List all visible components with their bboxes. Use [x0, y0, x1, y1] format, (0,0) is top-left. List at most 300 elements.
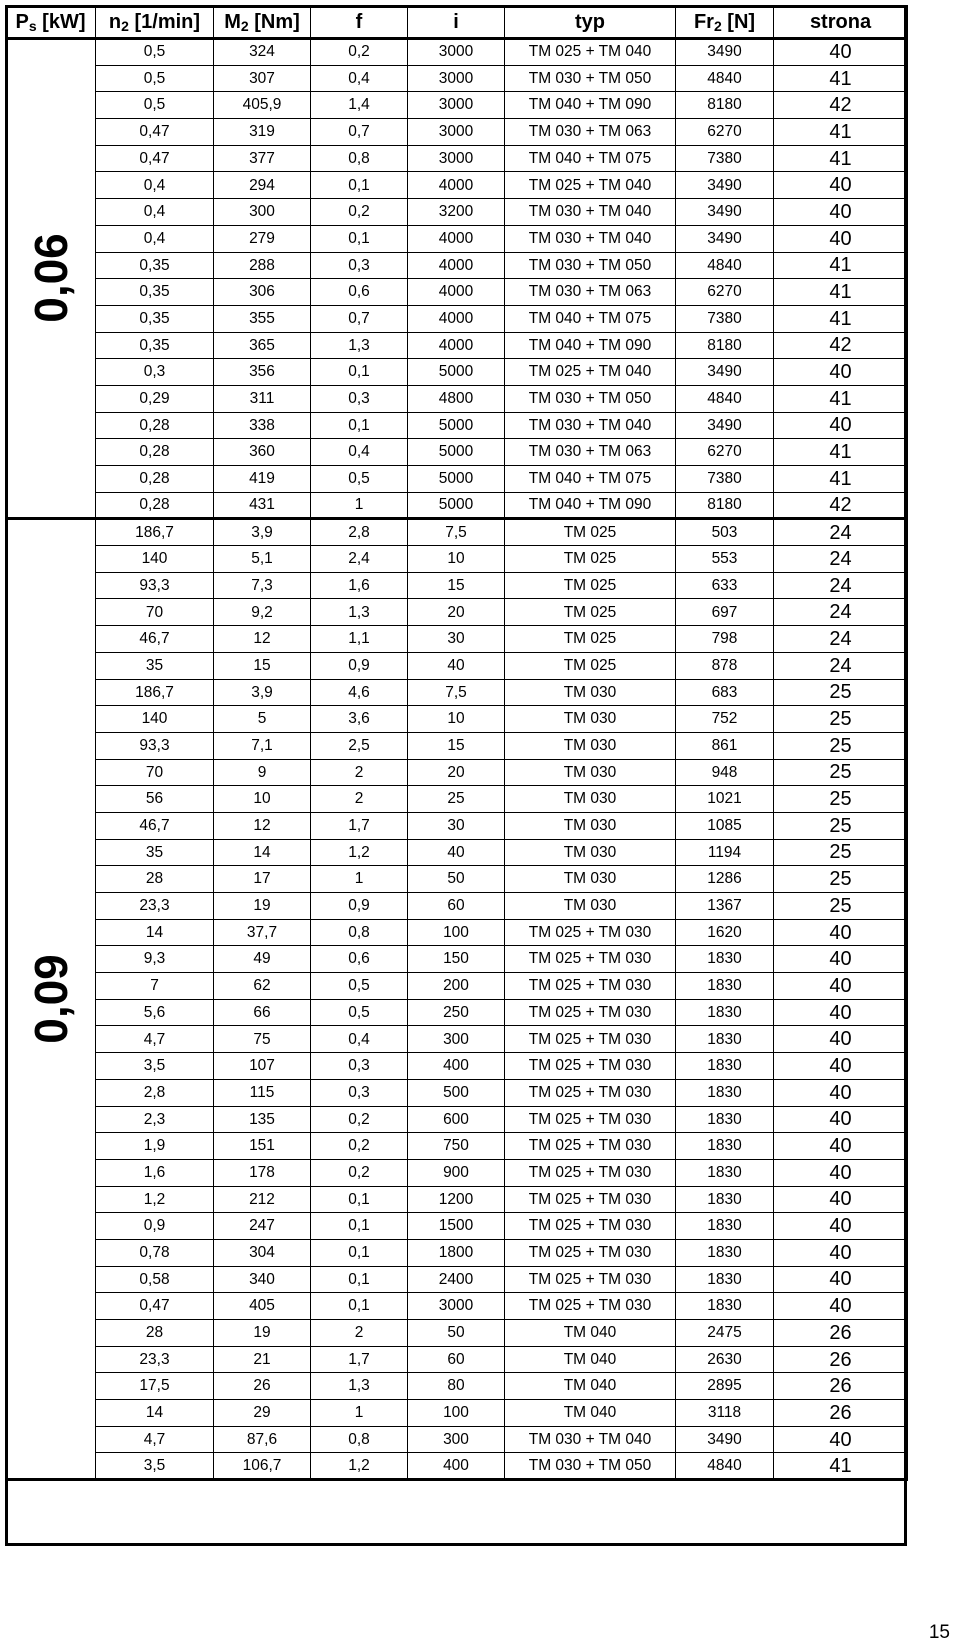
table-row	[6, 919, 908, 946]
table-row	[6, 359, 908, 386]
cell-fr2: 697	[676, 599, 774, 626]
cell-i: 40	[408, 839, 505, 866]
cell-n2: 93,3	[96, 732, 214, 759]
cell-n2: 14	[96, 1400, 214, 1427]
cell-m2: 212	[214, 1186, 311, 1213]
cell-fr2: 6270	[676, 119, 774, 146]
cell-fr2: 1830	[676, 1079, 774, 1106]
cell-fr2: 3490	[676, 199, 774, 226]
cell-i: 300	[408, 1426, 505, 1453]
cell-typ: TM 030 + TM 050	[505, 1453, 676, 1480]
cell-m2: 360	[214, 439, 311, 466]
cell-f: 0,8	[311, 1426, 408, 1453]
cell-m2: 29	[214, 1400, 311, 1427]
cell-strona: 25	[774, 893, 908, 920]
cell-n2: 186,7	[96, 519, 214, 546]
cell-i: 5000	[408, 439, 505, 466]
cell-strona: 40	[774, 172, 908, 199]
cell-fr2: 1021	[676, 786, 774, 813]
cell-n2: 46,7	[96, 812, 214, 839]
cell-strona: 40	[774, 1053, 908, 1080]
cell-typ: TM 040 + TM 075	[505, 466, 676, 493]
cell-m2: 12	[214, 626, 311, 653]
cell-m2: 405,9	[214, 92, 311, 119]
cell-i: 3000	[408, 119, 505, 146]
cell-m2: 356	[214, 359, 311, 386]
cell-m2: 338	[214, 412, 311, 439]
cell-fr2: 1830	[676, 973, 774, 1000]
cell-f: 0,5	[311, 999, 408, 1026]
cell-fr2: 7380	[676, 305, 774, 332]
cell-i: 40	[408, 652, 505, 679]
cell-strona: 41	[774, 305, 908, 332]
cell-fr2: 948	[676, 759, 774, 786]
cell-f: 0,2	[311, 199, 408, 226]
cell-strona: 41	[774, 466, 908, 493]
cell-f: 0,3	[311, 252, 408, 279]
cell-i: 7,5	[408, 679, 505, 706]
cell-m2: 294	[214, 172, 311, 199]
cell-fr2: 861	[676, 732, 774, 759]
cell-m2: 419	[214, 466, 311, 493]
table-row	[6, 973, 908, 1000]
cell-n2: 2,8	[96, 1079, 214, 1106]
table-row	[6, 866, 908, 893]
cell-strona: 24	[774, 519, 908, 546]
cell-i: 30	[408, 626, 505, 653]
cell-n2: 0,35	[96, 279, 214, 306]
cell-f: 0,8	[311, 919, 408, 946]
cell-i: 3000	[408, 39, 505, 66]
cell-f: 0,4	[311, 65, 408, 92]
cell-n2: 0,28	[96, 492, 214, 519]
table-row	[6, 225, 908, 252]
cell-f: 0,1	[311, 1239, 408, 1266]
table-body	[6, 39, 908, 1480]
cell-i: 4000	[408, 305, 505, 332]
header-m2: $M_2$ [Nm]	[214, 6, 311, 39]
cell-n2: 0,4	[96, 225, 214, 252]
cell-strona: 41	[774, 385, 908, 412]
cell-fr2: 3118	[676, 1400, 774, 1427]
cell-strona: 25	[774, 679, 908, 706]
cell-fr2: 1830	[676, 1053, 774, 1080]
cell-n2: 56	[96, 786, 214, 813]
table-row	[6, 572, 908, 599]
table-row	[6, 759, 908, 786]
cell-i: 5000	[408, 466, 505, 493]
table-row	[6, 706, 908, 733]
cell-m2: 7,1	[214, 732, 311, 759]
cell-strona: 41	[774, 279, 908, 306]
cell-n2: 28	[96, 1320, 214, 1347]
cell-n2: 0,58	[96, 1266, 214, 1293]
cell-i: 1500	[408, 1213, 505, 1240]
cell-i: 20	[408, 759, 505, 786]
cell-strona: 24	[774, 572, 908, 599]
cell-fr2: 4840	[676, 252, 774, 279]
cell-n2: 140	[96, 706, 214, 733]
cell-f: 1,6	[311, 572, 408, 599]
cell-n2: 70	[96, 599, 214, 626]
table-row	[6, 1373, 908, 1400]
cell-typ: TM 025 + TM 030	[505, 1026, 676, 1053]
cell-strona: 25	[774, 866, 908, 893]
cell-n2: 2,3	[96, 1106, 214, 1133]
cell-typ: TM 030	[505, 706, 676, 733]
cell-typ: TM 025 + TM 030	[505, 1213, 676, 1240]
cell-typ: TM 030 + TM 040	[505, 225, 676, 252]
cell-fr2: 1830	[676, 946, 774, 973]
cell-strona: 40	[774, 359, 908, 386]
cell-m2: 21	[214, 1346, 311, 1373]
cell-fr2: 4840	[676, 385, 774, 412]
cell-fr2: 1085	[676, 812, 774, 839]
cell-i: 10	[408, 706, 505, 733]
cell-typ: TM 030 + TM 050	[505, 65, 676, 92]
table-row	[6, 1213, 908, 1240]
cell-i: 4800	[408, 385, 505, 412]
cell-i: 3000	[408, 92, 505, 119]
table-row	[6, 1106, 908, 1133]
cell-n2: 0,28	[96, 439, 214, 466]
cell-n2: 1,6	[96, 1159, 214, 1186]
cell-m2: 307	[214, 65, 311, 92]
cell-i: 5000	[408, 492, 505, 519]
cell-strona: 41	[774, 439, 908, 466]
cell-i: 600	[408, 1106, 505, 1133]
table-row	[6, 1079, 908, 1106]
cell-n2: 7	[96, 973, 214, 1000]
cell-strona: 40	[774, 1159, 908, 1186]
table-row	[6, 385, 908, 412]
cell-fr2: 3490	[676, 412, 774, 439]
cell-strona: 40	[774, 1106, 908, 1133]
cell-i: 400	[408, 1453, 505, 1480]
cell-fr2: 1830	[676, 1293, 774, 1320]
cell-strona: 40	[774, 1266, 908, 1293]
cell-fr2: 8180	[676, 332, 774, 359]
table-row	[6, 626, 908, 653]
cell-f: 0,2	[311, 1106, 408, 1133]
cell-strona: 40	[774, 973, 908, 1000]
cell-m2: 15	[214, 652, 311, 679]
cell-typ: TM 025	[505, 652, 676, 679]
cell-n2: 0,78	[96, 1239, 214, 1266]
cell-strona: 40	[774, 1133, 908, 1160]
table-row	[6, 65, 908, 92]
table-row	[6, 1186, 908, 1213]
cell-n2: 0,47	[96, 145, 214, 172]
table-row	[6, 1426, 908, 1453]
cell-strona: 42	[774, 332, 908, 359]
cell-fr2: 3490	[676, 1426, 774, 1453]
cell-f: 0,1	[311, 1266, 408, 1293]
cell-f: 0,5	[311, 973, 408, 1000]
cell-i: 1200	[408, 1186, 505, 1213]
cell-fr2: 4840	[676, 1453, 774, 1480]
cell-f: 1	[311, 1400, 408, 1427]
cell-typ: TM 025 + TM 030	[505, 946, 676, 973]
cell-m2: 5	[214, 706, 311, 733]
table-row	[6, 679, 908, 706]
table-row	[6, 839, 908, 866]
cell-typ: TM 025 + TM 030	[505, 1239, 676, 1266]
cell-typ: TM 025	[505, 519, 676, 546]
table-row	[6, 119, 908, 146]
cell-f: 0,2	[311, 39, 408, 66]
cell-i: 4000	[408, 172, 505, 199]
cell-f: 0,6	[311, 946, 408, 973]
cell-m2: 319	[214, 119, 311, 146]
cell-m2: 9,2	[214, 599, 311, 626]
cell-i: 2400	[408, 1266, 505, 1293]
cell-f: 1,4	[311, 92, 408, 119]
cell-f: 1,7	[311, 812, 408, 839]
cell-fr2: 3490	[676, 39, 774, 66]
cell-i: 300	[408, 1026, 505, 1053]
cell-m2: 106,7	[214, 1453, 311, 1480]
cell-strona: 40	[774, 1239, 908, 1266]
cell-m2: 304	[214, 1239, 311, 1266]
cell-f: 1	[311, 866, 408, 893]
cell-m2: 247	[214, 1213, 311, 1240]
cell-f: 0,1	[311, 1213, 408, 1240]
cell-m2: 355	[214, 305, 311, 332]
cell-m2: 306	[214, 279, 311, 306]
cell-f: 0,1	[311, 1293, 408, 1320]
cell-typ: TM 040 + TM 075	[505, 145, 676, 172]
cell-strona: 40	[774, 999, 908, 1026]
table-row	[6, 172, 908, 199]
table-row	[6, 946, 908, 973]
cell-i: 3000	[408, 145, 505, 172]
table-row	[6, 1346, 908, 1373]
cell-m2: 19	[214, 1320, 311, 1347]
table-row	[6, 786, 908, 813]
cell-n2: 0,35	[96, 252, 214, 279]
cell-m2: 135	[214, 1106, 311, 1133]
cell-typ: TM 030 + TM 050	[505, 252, 676, 279]
cell-strona: 40	[774, 1079, 908, 1106]
cell-i: 400	[408, 1053, 505, 1080]
cell-strona: 26	[774, 1320, 908, 1347]
cell-f: 1,2	[311, 1453, 408, 1480]
cell-typ: TM 040 + TM 075	[505, 305, 676, 332]
header-n2: $n_2$ [1/min]	[96, 6, 214, 39]
table-row	[6, 492, 908, 519]
power-group-label: 0,06	[24, 233, 77, 323]
cell-f: 0,1	[311, 225, 408, 252]
cell-fr2: 878	[676, 652, 774, 679]
cell-fr2: 6270	[676, 279, 774, 306]
table-row	[6, 279, 908, 306]
cell-n2: 0,28	[96, 412, 214, 439]
cell-typ: TM 040 + TM 090	[505, 492, 676, 519]
cell-fr2: 633	[676, 572, 774, 599]
cell-m2: 107	[214, 1053, 311, 1080]
cell-i: 100	[408, 1400, 505, 1427]
cell-fr2: 2895	[676, 1373, 774, 1400]
cell-typ: TM 025 + TM 030	[505, 1106, 676, 1133]
cell-strona: 42	[774, 492, 908, 519]
table-row	[6, 252, 908, 279]
cell-strona: 42	[774, 92, 908, 119]
cell-m2: 279	[214, 225, 311, 252]
table-row	[6, 1239, 908, 1266]
cell-f: 3,6	[311, 706, 408, 733]
cell-typ: TM 030 + TM 040	[505, 412, 676, 439]
cell-fr2: 1830	[676, 1159, 774, 1186]
table-row	[6, 1133, 908, 1160]
cell-typ: TM 025 + TM 030	[505, 973, 676, 1000]
cell-strona: 24	[774, 626, 908, 653]
cell-typ: TM 030	[505, 839, 676, 866]
cell-m2: 12	[214, 812, 311, 839]
cell-strona: 40	[774, 412, 908, 439]
cell-f: 0,2	[311, 1159, 408, 1186]
cell-strona: 24	[774, 652, 908, 679]
cell-i: 100	[408, 919, 505, 946]
cell-strona: 40	[774, 946, 908, 973]
cell-typ: TM 030	[505, 812, 676, 839]
cell-strona: 24	[774, 599, 908, 626]
cell-f: 2,8	[311, 519, 408, 546]
cell-typ: TM 025	[505, 572, 676, 599]
cell-f: 0,1	[311, 412, 408, 439]
table-row	[6, 1159, 908, 1186]
cell-fr2: 3490	[676, 172, 774, 199]
cell-typ: TM 025 + TM 030	[505, 1293, 676, 1320]
cell-typ: TM 025	[505, 546, 676, 573]
cell-fr2: 1830	[676, 1026, 774, 1053]
cell-strona: 41	[774, 252, 908, 279]
cell-f: 0,3	[311, 385, 408, 412]
cell-typ: TM 040	[505, 1320, 676, 1347]
cell-f: 0,4	[311, 439, 408, 466]
cell-i: 30	[408, 812, 505, 839]
cell-fr2: 1830	[676, 1266, 774, 1293]
table-row	[6, 466, 908, 493]
table-row	[6, 1320, 908, 1347]
cell-fr2: 1830	[676, 999, 774, 1026]
cell-fr2: 3490	[676, 225, 774, 252]
cell-n2: 0,35	[96, 332, 214, 359]
table-row	[6, 732, 908, 759]
header-row	[6, 6, 908, 39]
cell-n2: 0,47	[96, 119, 214, 146]
cell-strona: 40	[774, 1186, 908, 1213]
cell-strona: 25	[774, 812, 908, 839]
cell-m2: 66	[214, 999, 311, 1026]
cell-typ: TM 025 + TM 030	[505, 1266, 676, 1293]
cell-n2: 0,28	[96, 466, 214, 493]
table-row	[6, 1400, 908, 1427]
cell-f: 2	[311, 759, 408, 786]
cell-m2: 9	[214, 759, 311, 786]
cell-n2: 0,4	[96, 172, 214, 199]
cell-typ: TM 025 + TM 030	[505, 1159, 676, 1186]
cell-fr2: 1830	[676, 1133, 774, 1160]
cell-n2: 0,5	[96, 92, 214, 119]
cell-f: 0,3	[311, 1053, 408, 1080]
cell-f: 2	[311, 1320, 408, 1347]
cell-m2: 17	[214, 866, 311, 893]
cell-fr2: 8180	[676, 492, 774, 519]
cell-n2: 5,6	[96, 999, 214, 1026]
cell-n2: 70	[96, 759, 214, 786]
cell-n2: 0,29	[96, 385, 214, 412]
table-row	[6, 812, 908, 839]
cell-i: 1800	[408, 1239, 505, 1266]
cell-typ: TM 030 + TM 063	[505, 119, 676, 146]
cell-strona: 26	[774, 1400, 908, 1427]
cell-fr2: 1830	[676, 1106, 774, 1133]
cell-m2: 115	[214, 1079, 311, 1106]
table-row	[6, 1266, 908, 1293]
cell-i: 4000	[408, 225, 505, 252]
cell-typ: TM 040 + TM 090	[505, 92, 676, 119]
cell-m2: 151	[214, 1133, 311, 1160]
table-row	[6, 1026, 908, 1053]
cell-i: 750	[408, 1133, 505, 1160]
cell-i: 200	[408, 973, 505, 1000]
cell-fr2: 1830	[676, 1239, 774, 1266]
cell-i: 900	[408, 1159, 505, 1186]
cell-fr2: 1286	[676, 866, 774, 893]
table-row	[6, 412, 908, 439]
cell-typ: TM 030 + TM 040	[505, 1426, 676, 1453]
cell-typ: TM 025 + TM 030	[505, 1133, 676, 1160]
table-row	[6, 599, 908, 626]
cell-strona: 24	[774, 546, 908, 573]
table-row	[6, 893, 908, 920]
cell-strona: 40	[774, 1213, 908, 1240]
cell-m2: 87,6	[214, 1426, 311, 1453]
cell-fr2: 7380	[676, 145, 774, 172]
table-row	[6, 999, 908, 1026]
cell-m2: 26	[214, 1373, 311, 1400]
cell-f: 4,6	[311, 679, 408, 706]
cell-m2: 19	[214, 893, 311, 920]
cell-strona: 25	[774, 732, 908, 759]
cell-strona: 40	[774, 1293, 908, 1320]
cell-n2: 186,7	[96, 679, 214, 706]
cell-f: 1,1	[311, 626, 408, 653]
cell-fr2: 553	[676, 546, 774, 573]
cell-strona: 25	[774, 759, 908, 786]
cell-fr2: 503	[676, 519, 774, 546]
cell-n2: 0,4	[96, 199, 214, 226]
cell-strona: 25	[774, 839, 908, 866]
cell-fr2: 1830	[676, 1213, 774, 1240]
cell-m2: 62	[214, 973, 311, 1000]
power-group-cell	[6, 519, 96, 1480]
cell-strona: 41	[774, 145, 908, 172]
cell-f: 1	[311, 492, 408, 519]
header-fr2: $Fr_2$ [N]	[676, 6, 774, 39]
cell-n2: 0,5	[96, 39, 214, 66]
gearmotor-selection-table	[5, 5, 908, 1481]
cell-fr2: 683	[676, 679, 774, 706]
cell-f: 0,1	[311, 359, 408, 386]
table-row	[6, 1453, 908, 1480]
cell-n2: 35	[96, 839, 214, 866]
cell-n2: 4,7	[96, 1026, 214, 1053]
cell-n2: 28	[96, 866, 214, 893]
cell-i: 60	[408, 1346, 505, 1373]
cell-f: 0,3	[311, 1079, 408, 1106]
